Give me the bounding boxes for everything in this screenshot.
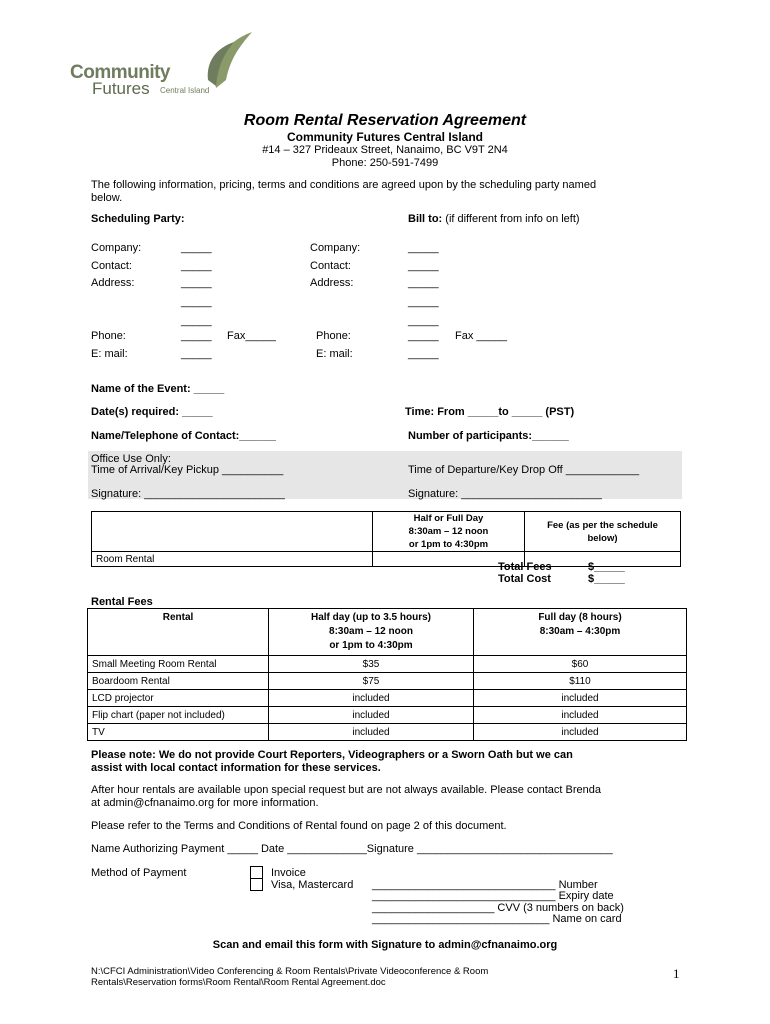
- right-contact-blank[interactable]: _____: [408, 260, 439, 272]
- cvv-field[interactable]: ____________________ CVV (3 numbers on back): [372, 902, 624, 914]
- fee-table-room-rental: Room Rental: [92, 552, 373, 567]
- logo-text-futures: Futures: [92, 79, 150, 98]
- rental-item: Flip chart (paper not included): [88, 707, 269, 724]
- fee-table-fee-l2: below): [587, 532, 618, 544]
- right-email-label: E: mail:: [316, 348, 353, 360]
- page-number: 1: [673, 966, 680, 981]
- rental-half-price: $75: [269, 673, 474, 690]
- rental-row: [88, 707, 687, 724]
- rental-header-item: Rental: [88, 609, 269, 656]
- bill-to-note: (if different from info on left): [445, 213, 580, 225]
- card-number-field[interactable]: ______________________________ Number: [372, 879, 598, 891]
- page-title: Room Rental Reservation Agreement: [243, 112, 527, 129]
- invoice-label: Invoice: [271, 867, 306, 879]
- right-contact-label: Contact:: [310, 260, 351, 272]
- footer-path-1: N:\CFCI Administration\Video Conferencing & Room Rentals\Private Videoconference & Room: [91, 966, 489, 977]
- method-of-payment-label: Method of Payment: [91, 867, 187, 879]
- rental-row: [88, 690, 687, 707]
- after-hours-line-1: After hour rentals are available upon special request but are not always available. Please contact Brenda: [91, 784, 601, 796]
- right-company-blank[interactable]: _____: [408, 242, 439, 254]
- fee-table-day-l1: Half or Full Day: [413, 513, 484, 524]
- rental-item: Boardoom Rental: [88, 673, 269, 690]
- right-address-blank-2[interactable]: _____: [408, 296, 439, 308]
- right-fax[interactable]: Fax _____: [455, 330, 507, 342]
- total-cost-value[interactable]: $_____: [588, 573, 625, 585]
- rental-row: [88, 656, 687, 673]
- office-signature-right[interactable]: Signature: _______________________: [408, 488, 602, 500]
- rental-fees-table: [87, 608, 687, 741]
- left-address-blank-2[interactable]: _____: [181, 296, 212, 308]
- rental-half-price: $35: [269, 656, 474, 673]
- bill-to-label: Bill to:: [408, 213, 443, 225]
- left-contact-blank[interactable]: _____: [181, 260, 212, 272]
- rental-half-price: included: [269, 724, 474, 741]
- left-address-label: Address:: [91, 277, 135, 289]
- fee-table-blank-header: [92, 512, 373, 552]
- left-email-label: E: mail:: [91, 348, 128, 360]
- org-address: #14 – 327 Prideaux Street, Nanaimo, BC V9T 2N4: [262, 144, 508, 156]
- note-line-1: Please note: We do not provide Court Reporters, Videographers or a Sworn Oath but we can: [91, 749, 573, 761]
- after-hours-line-2: at admin@cfnanaimo.org for more information.: [91, 797, 319, 809]
- rental-header-half: [269, 609, 474, 656]
- arrival-time[interactable]: Time of Arrival/Key Pickup __________: [91, 464, 284, 476]
- contact-name-telephone[interactable]: Name/Telephone of Contact:______: [91, 430, 277, 442]
- rental-item: TV: [88, 724, 269, 741]
- rental-half-price: included: [269, 690, 474, 707]
- rental-header-full-l2: 8:30am – 4:30pm: [539, 626, 621, 637]
- rental-full-price: included: [474, 724, 687, 741]
- rental-half-price: included: [269, 707, 474, 724]
- logo: [68, 30, 258, 100]
- left-contact-label: Contact:: [91, 260, 132, 272]
- footer-path-2: Rentals\Reservation forms\Room Rental\Room Rental Agreement.doc: [91, 977, 386, 988]
- leaf-icon: [186, 30, 256, 92]
- right-email-blank[interactable]: _____: [408, 348, 439, 360]
- logo-text-community: Community: [70, 62, 170, 83]
- rental-header-half-l1: Half day (up to 3.5 hours): [310, 612, 431, 623]
- rental-row: [88, 673, 687, 690]
- fee-table-day-l3: or 1pm to 4:30pm: [408, 539, 489, 550]
- fee-table-day-header: [373, 512, 525, 552]
- authorize-line[interactable]: Name Authorizing Payment _____ Date _____________Signature ________________________________: [91, 843, 613, 855]
- left-address-blank-1[interactable]: _____: [181, 277, 212, 289]
- left-email-blank[interactable]: _____: [181, 348, 212, 360]
- rental-header-half-l3: or 1pm to 4:30pm: [329, 640, 413, 651]
- visa-label: Visa, Mastercard: [271, 879, 354, 891]
- org-name: Community Futures Central Island: [286, 130, 484, 144]
- office-use-heading: Office Use Only:: [91, 453, 171, 465]
- dates-required[interactable]: Date(s) required: _____: [91, 406, 213, 418]
- intro-line-1: The following information, pricing, terms and conditions are agreed upon by the scheduling party named: [91, 179, 597, 191]
- scheduling-party-heading: Scheduling Party:: [91, 213, 185, 225]
- right-phone-blank[interactable]: _____: [408, 330, 439, 342]
- org-phone: Phone: 250-591-7499: [331, 157, 439, 169]
- rental-full-price: included: [474, 690, 687, 707]
- left-company-blank[interactable]: _____: [181, 242, 212, 254]
- right-phone-label: Phone:: [316, 330, 351, 342]
- left-phone-label: Phone:: [91, 330, 126, 342]
- name-on-card-field[interactable]: _____________________________ Name on card: [372, 913, 622, 925]
- terms-reference: Please refer to the Terms and Conditions of Rental found on page 2 of this document.: [91, 820, 507, 832]
- total-fees-label: Total Fees: [498, 561, 552, 573]
- office-signature-left[interactable]: Signature: _______________________: [91, 488, 285, 500]
- departure-time[interactable]: Time of Departure/Key Drop Off ____________: [408, 464, 640, 476]
- right-address-blank-3[interactable]: _____: [408, 315, 439, 327]
- time-from-to[interactable]: Time: From _____to _____ (PST): [405, 406, 575, 418]
- total-fees-value[interactable]: $_____: [588, 561, 625, 573]
- right-address-label: Address:: [310, 277, 354, 289]
- fee-summary-table: [91, 511, 681, 567]
- fee-table-day-l2: 8:30am – 12 noon: [408, 526, 489, 537]
- rental-fees-heading: Rental Fees: [91, 596, 153, 608]
- bill-to-heading: [408, 213, 580, 225]
- rental-header-full: [474, 609, 687, 656]
- note-line-2: assist with local contact information for these services.: [91, 762, 381, 774]
- rental-item: LCD projector: [88, 690, 269, 707]
- right-company-label: Company:: [310, 242, 361, 254]
- total-cost-label: Total Cost: [498, 573, 551, 585]
- scan-instruction: Scan and email this form with Signature to admin@cfnanaimo.org: [212, 939, 558, 951]
- rental-header-full-l1: Full day (8 hours): [538, 612, 622, 623]
- logo-text-central: Central Island: [160, 86, 210, 95]
- rental-full-price: included: [474, 707, 687, 724]
- visa-checkbox[interactable]: [250, 878, 263, 891]
- left-company-label: Company:: [91, 242, 142, 254]
- event-name[interactable]: Name of the Event: _____: [91, 383, 225, 395]
- rental-item: Small Meeting Room Rental: [88, 656, 269, 673]
- rental-full-price: $110: [474, 673, 687, 690]
- rental-row: [88, 724, 687, 741]
- left-fax[interactable]: Fax_____: [227, 330, 276, 342]
- left-phone-blank[interactable]: _____: [181, 330, 212, 342]
- fee-table-fee-l1: Fee (as per the schedule: [547, 519, 658, 531]
- intro-line-2: below.: [91, 192, 123, 204]
- right-address-blank-1[interactable]: _____: [408, 277, 439, 289]
- rental-header-half-l2: 8:30am – 12 noon: [329, 626, 413, 637]
- left-address-blank-3[interactable]: _____: [181, 315, 212, 327]
- fee-table-fee-header: [525, 512, 681, 552]
- number-of-participants[interactable]: Number of participants:______: [408, 430, 569, 442]
- expiry-date-field[interactable]: ______________________________ Expiry date: [372, 890, 614, 902]
- rental-full-price: $60: [474, 656, 687, 673]
